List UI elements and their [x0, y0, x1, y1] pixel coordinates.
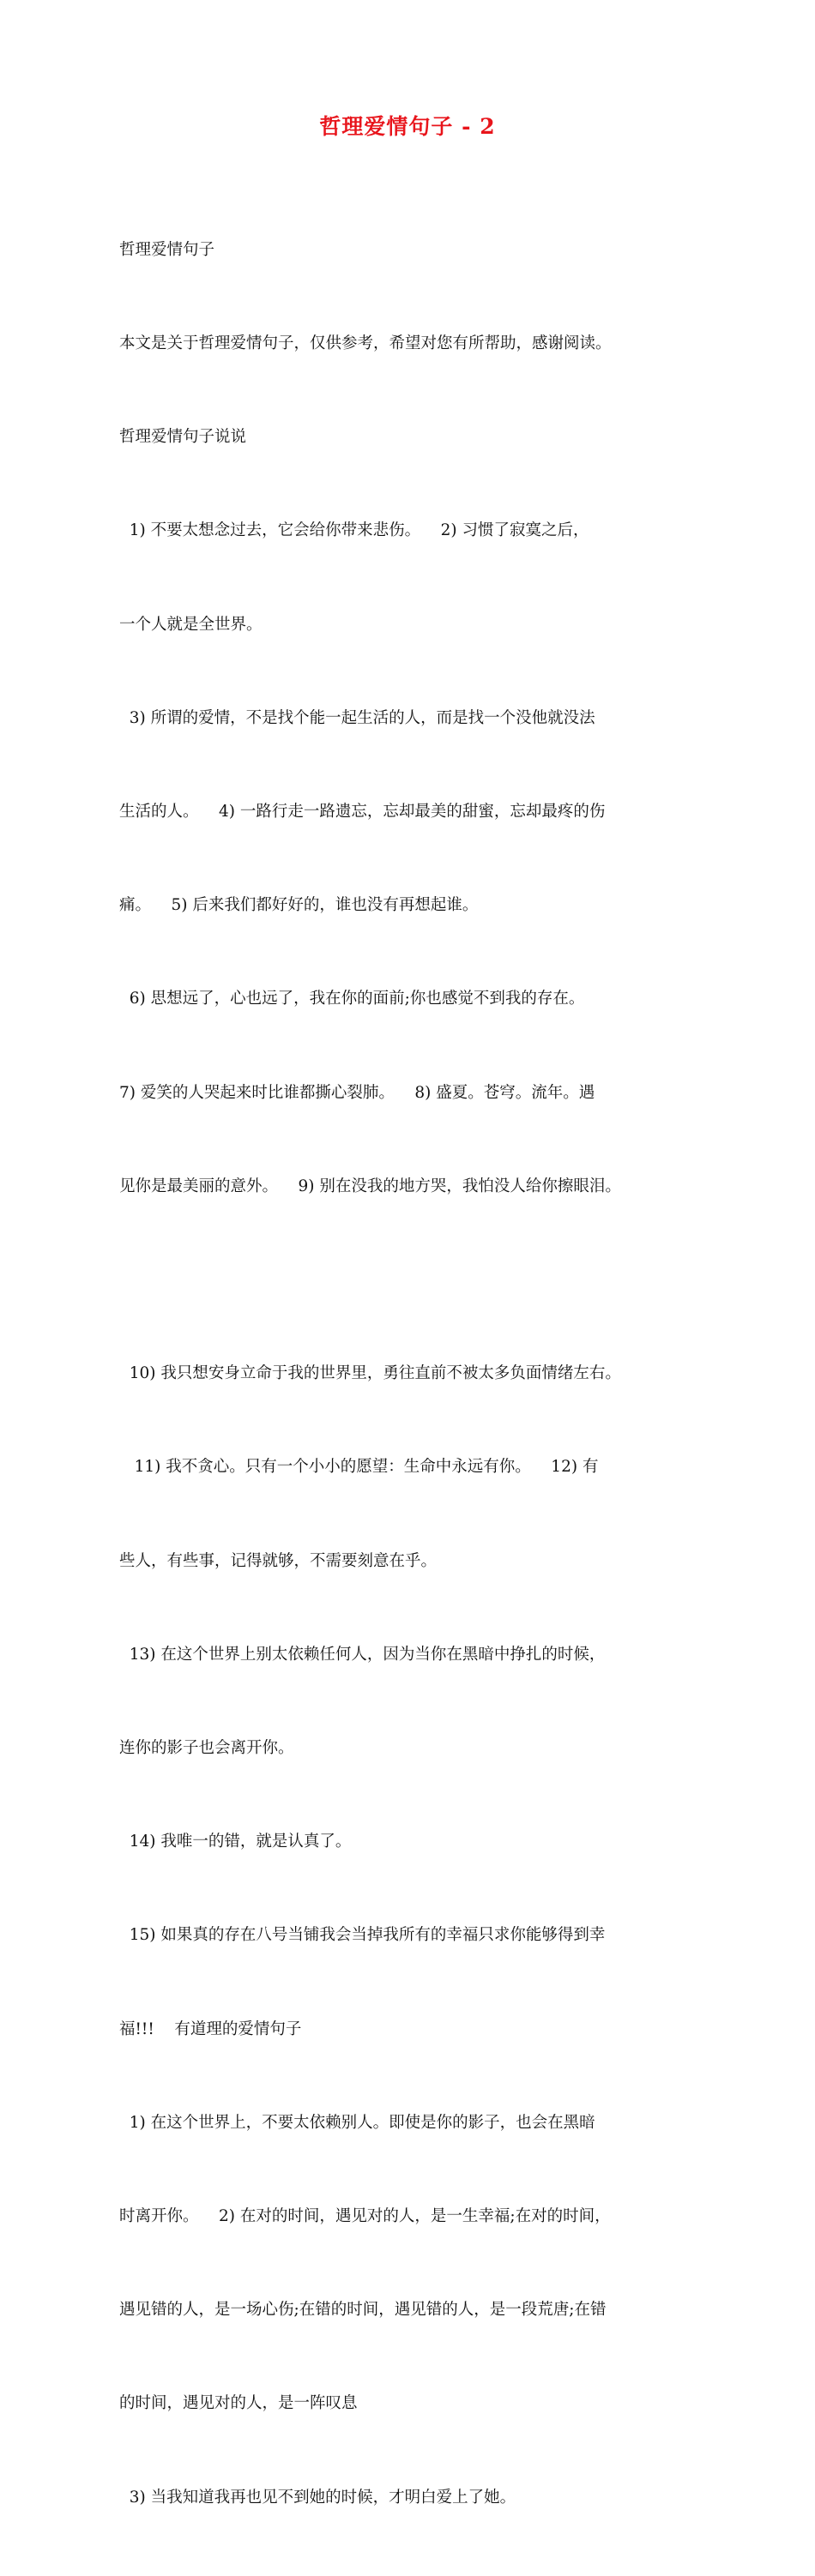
blank-line [119, 1265, 711, 1296]
text-line: 3) 当我知道我再也见不到她的时候，才明白爱上了她。 [119, 2488, 516, 2507]
text-line: 1) 在这个世界上，不要太依赖别人。即使是你的影子，也会在黑暗 [119, 2113, 595, 2132]
text-line: 14) 我唯一的错，就是认真了。 [119, 1833, 352, 1851]
text-line: 7) 爱笑的人哭起来时比谁都撕心裂肺。 8) 盛夏。苍穹。流年。遇 [119, 1083, 595, 1102]
text-line: 10) 我只想安身立命于我的世界里，勇往直前不被太多负面情绪左右。 [119, 1364, 621, 1383]
text-line: 哲理爱情句子 [119, 240, 215, 259]
text-line: 15) 如果真的存在八号当铺我会当掉我所有的幸福只求你能够得到幸 [119, 1926, 606, 1945]
text-line: 生活的人。 4) 一路行走一路遗忘，忘却最美的甜蜜，忘却最疼的伤 [119, 803, 606, 822]
text-line: 1) 不要太想念过去，它会给你带来悲伤。 2) 习惯了寂寞之后， [119, 521, 589, 540]
text-line: 见你是最美丽的意外。 9) 别在没我的地方哭，我怕没人给你擦眼泪。 [119, 1177, 621, 1195]
text-line: 3) 所谓的爱情，不是找个能一起生活的人，而是找一个没他就没法 [119, 708, 595, 727]
text-line: 福!!! 有道理的爱情句子 [119, 2019, 302, 2038]
text-line: 13) 在这个世界上别太依赖任何人，因为当你在黑暗中挣扎的时候， [119, 1645, 606, 1664]
text-line: 本文是关于哲理爱情句子，仅供参考，希望对您有所帮助，感谢阅读。 [119, 334, 612, 353]
text-line: 时离开你。 2) 在对的时间，遇见对的人，是一生幸福;在对的时间， [119, 2207, 611, 2226]
text-line: 一个人就是全世界。 [119, 615, 263, 634]
text-line: 6) 思想远了，心也远了，我在你的面前;你也感觉不到我的存在。 [119, 990, 585, 1008]
document-body [119, 172, 711, 2576]
text-line: 哲理爱情句子说说 [119, 428, 247, 447]
document-title: 哲理爱情句子 - 2 [319, 114, 496, 139]
text-line: 痛。 5) 后来我们都好好的，谁也没有再想起谁。 [119, 896, 479, 915]
text-line: 11) 我不贪心。只有一个小小的愿望：生命中永远有你。 12) 有 [119, 1458, 599, 1477]
text-line: 些人，有些事，记得就够，不需要刻意在乎。 [119, 1551, 438, 1570]
text-line: 连你的影子也会离开你。 [119, 1739, 294, 1758]
text-line: 的时间，遇见对的人，是一阵叹息 [119, 2394, 358, 2413]
text-line: 遇见错的人，是一场心伤;在错的时间，遇见错的人，是一段荒唐;在错 [119, 2301, 607, 2320]
